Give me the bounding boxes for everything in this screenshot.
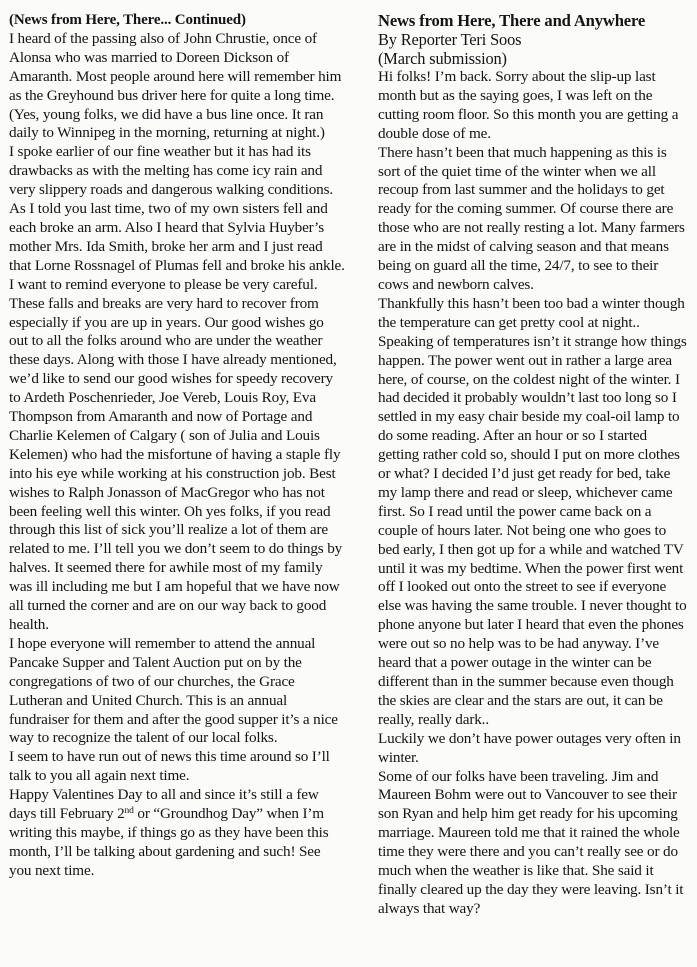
article-heading: News from Here, There and Anywhere (378, 11, 646, 30)
continued-heading: (News from Here, There... Continued) (9, 12, 246, 28)
paragraph-power-outage: Speaking of temperatures isn’t it strange how things happen. The power went out in rather a large area here, of course, on the coldest night of the winter. I had decided it probably wouldn’t last too long so I settled in my easy chair beside my coal-oil lamp to do some reading. After an hour or so I started getting rather cold so, should I put on more clothes or what? I decided I’d just get ready for bed, take my lamp there and read or sleep, whichever came first. So I read until the power came back on a couple of hours later. Not being one who goes to bed early, I then got up for a while and watched TV until it was my bedtime. When the power first went off I looked out onto the street to see if everyone else was having the same trouble. I never thought to phone anyone but later I heard that even the phones were out so no help was to be had anyway. I’ve heard that a power outage in the winter can be different than in the summer because even though the skies are clear and the stars are out, it can be really, really dark.. (378, 332, 687, 728)
paragraph-traveling: Some of our folks have been traveling. Jim and Maureen Bohm were out to Vancouver to see their son Ryan and help him get ready for his upcoming marriage. Maureen told me that it rained the whole time they were there and you can’t really see or do much when the weather is like that. She said it finally cleared up the day they were leaving. Isn’t it always that way? (378, 767, 684, 917)
article-byline: By Reporter Teri Soos (378, 30, 522, 49)
closing-text-a: Happy Valentines Day to all and since it’s still a few days till February 2 (9, 786, 319, 823)
paragraph-pancake-supper: I hope everyone will remember to attend the annual Pancake Supper and Talent Auction put on by the congregations of two of our churches, the Grace Lutheran and United Church. This is an annual fundraiser for them and after the good supper it’s a nice way to recognize the talent of our local folks. (9, 634, 338, 747)
paragraph-winter: Thankfully this hasn’t been too bad a winter though the temperature can get pretty cool at night.. (378, 294, 685, 331)
left-column (9, 11, 345, 881)
paragraph-out-of-news: I seem to have run out of news this time around so I’ll talk to you all again next time. (9, 748, 330, 785)
paragraph-quiet-time: There hasn’t been that much happening as this is sort of the quiet time of the winter when we all recoup from last summer and the holidays to get ready for the coming summer. Of course there are those who are not really resting a lot. Many farmers are in the midst of calving season and that means being on guard all the time, 24/7, to see to their cows and newborn calves. (378, 143, 685, 293)
paragraph-weather: I spoke earlier of our fine weather but it has had its drawbacks as with the melting has come icy rain and very slippery roads and dangerous walking conditions. As I told you last time, two of my own sisters fell and each broke an arm. Also I heard that Sylvia Huyber’s mother Mrs. Ida Smith, broke her arm and I just read that Lorne Rossnagel of Plumas fell and broke his ankle. I want to remind everyone to please be very careful. These falls and breaks are very hard to recover from especially if you are up in years. Our good wishes go out to all the folks around who are under the weather these days. Along with those I have already mentioned, we’d like to send our good wishes for speedy recovery to Ardeth Poschenrieder, Joe Vereb, Louis Roy, Eva Thompson from Amaranth and now of Portage and Charlie Kelemen of Calgary ( son of Julia and Louis Kelemen) who had the misfortune of having a staple fly into his eye while working at his construction job. Best wishes to Ralph Jonasson of MacGregor who has not been feeling well this winter. Oh yes folks, if you read through this list of sick you’ll realize a lot of them are related to me. I’ll tell you we don’t seem to do things by halves. It seemed there for awhile most of my family was ill including me but I am hopeful that we have now all turned the corner and are on our way back to good health. (9, 143, 345, 633)
paragraph-chrustie: I heard of the passing also of John Chrustie, once of Alonsa who was married to Doreen Dickson of Amaranth. Most people around here will remember him as the Greyhound bus driver here for quite a long time. (Yes, young folks, we did have a bus line once. It ran daily to Winnipeg in the morning, returning at night.) (9, 29, 342, 142)
closing-superscript: nd (124, 806, 134, 817)
paragraph-closing (9, 786, 345, 881)
right-column (378, 11, 690, 919)
paragraph-im-back: Hi folks! I’m back. Sorry about the slip-up last month but as the saying goes, I was left on the cutting room floor. So this month you are getting a double dose of me. (378, 68, 679, 142)
article-submission-note: (March submission) (378, 49, 507, 68)
closing-text-b: or “Groundhog Day” when I’m writing this maybe, if things go as they have been this month, I’ll be talking about gardening and such! See you next time. (9, 805, 329, 879)
paragraph-luckily: Luckily we don’t have power outages very often in winter. (378, 729, 681, 766)
